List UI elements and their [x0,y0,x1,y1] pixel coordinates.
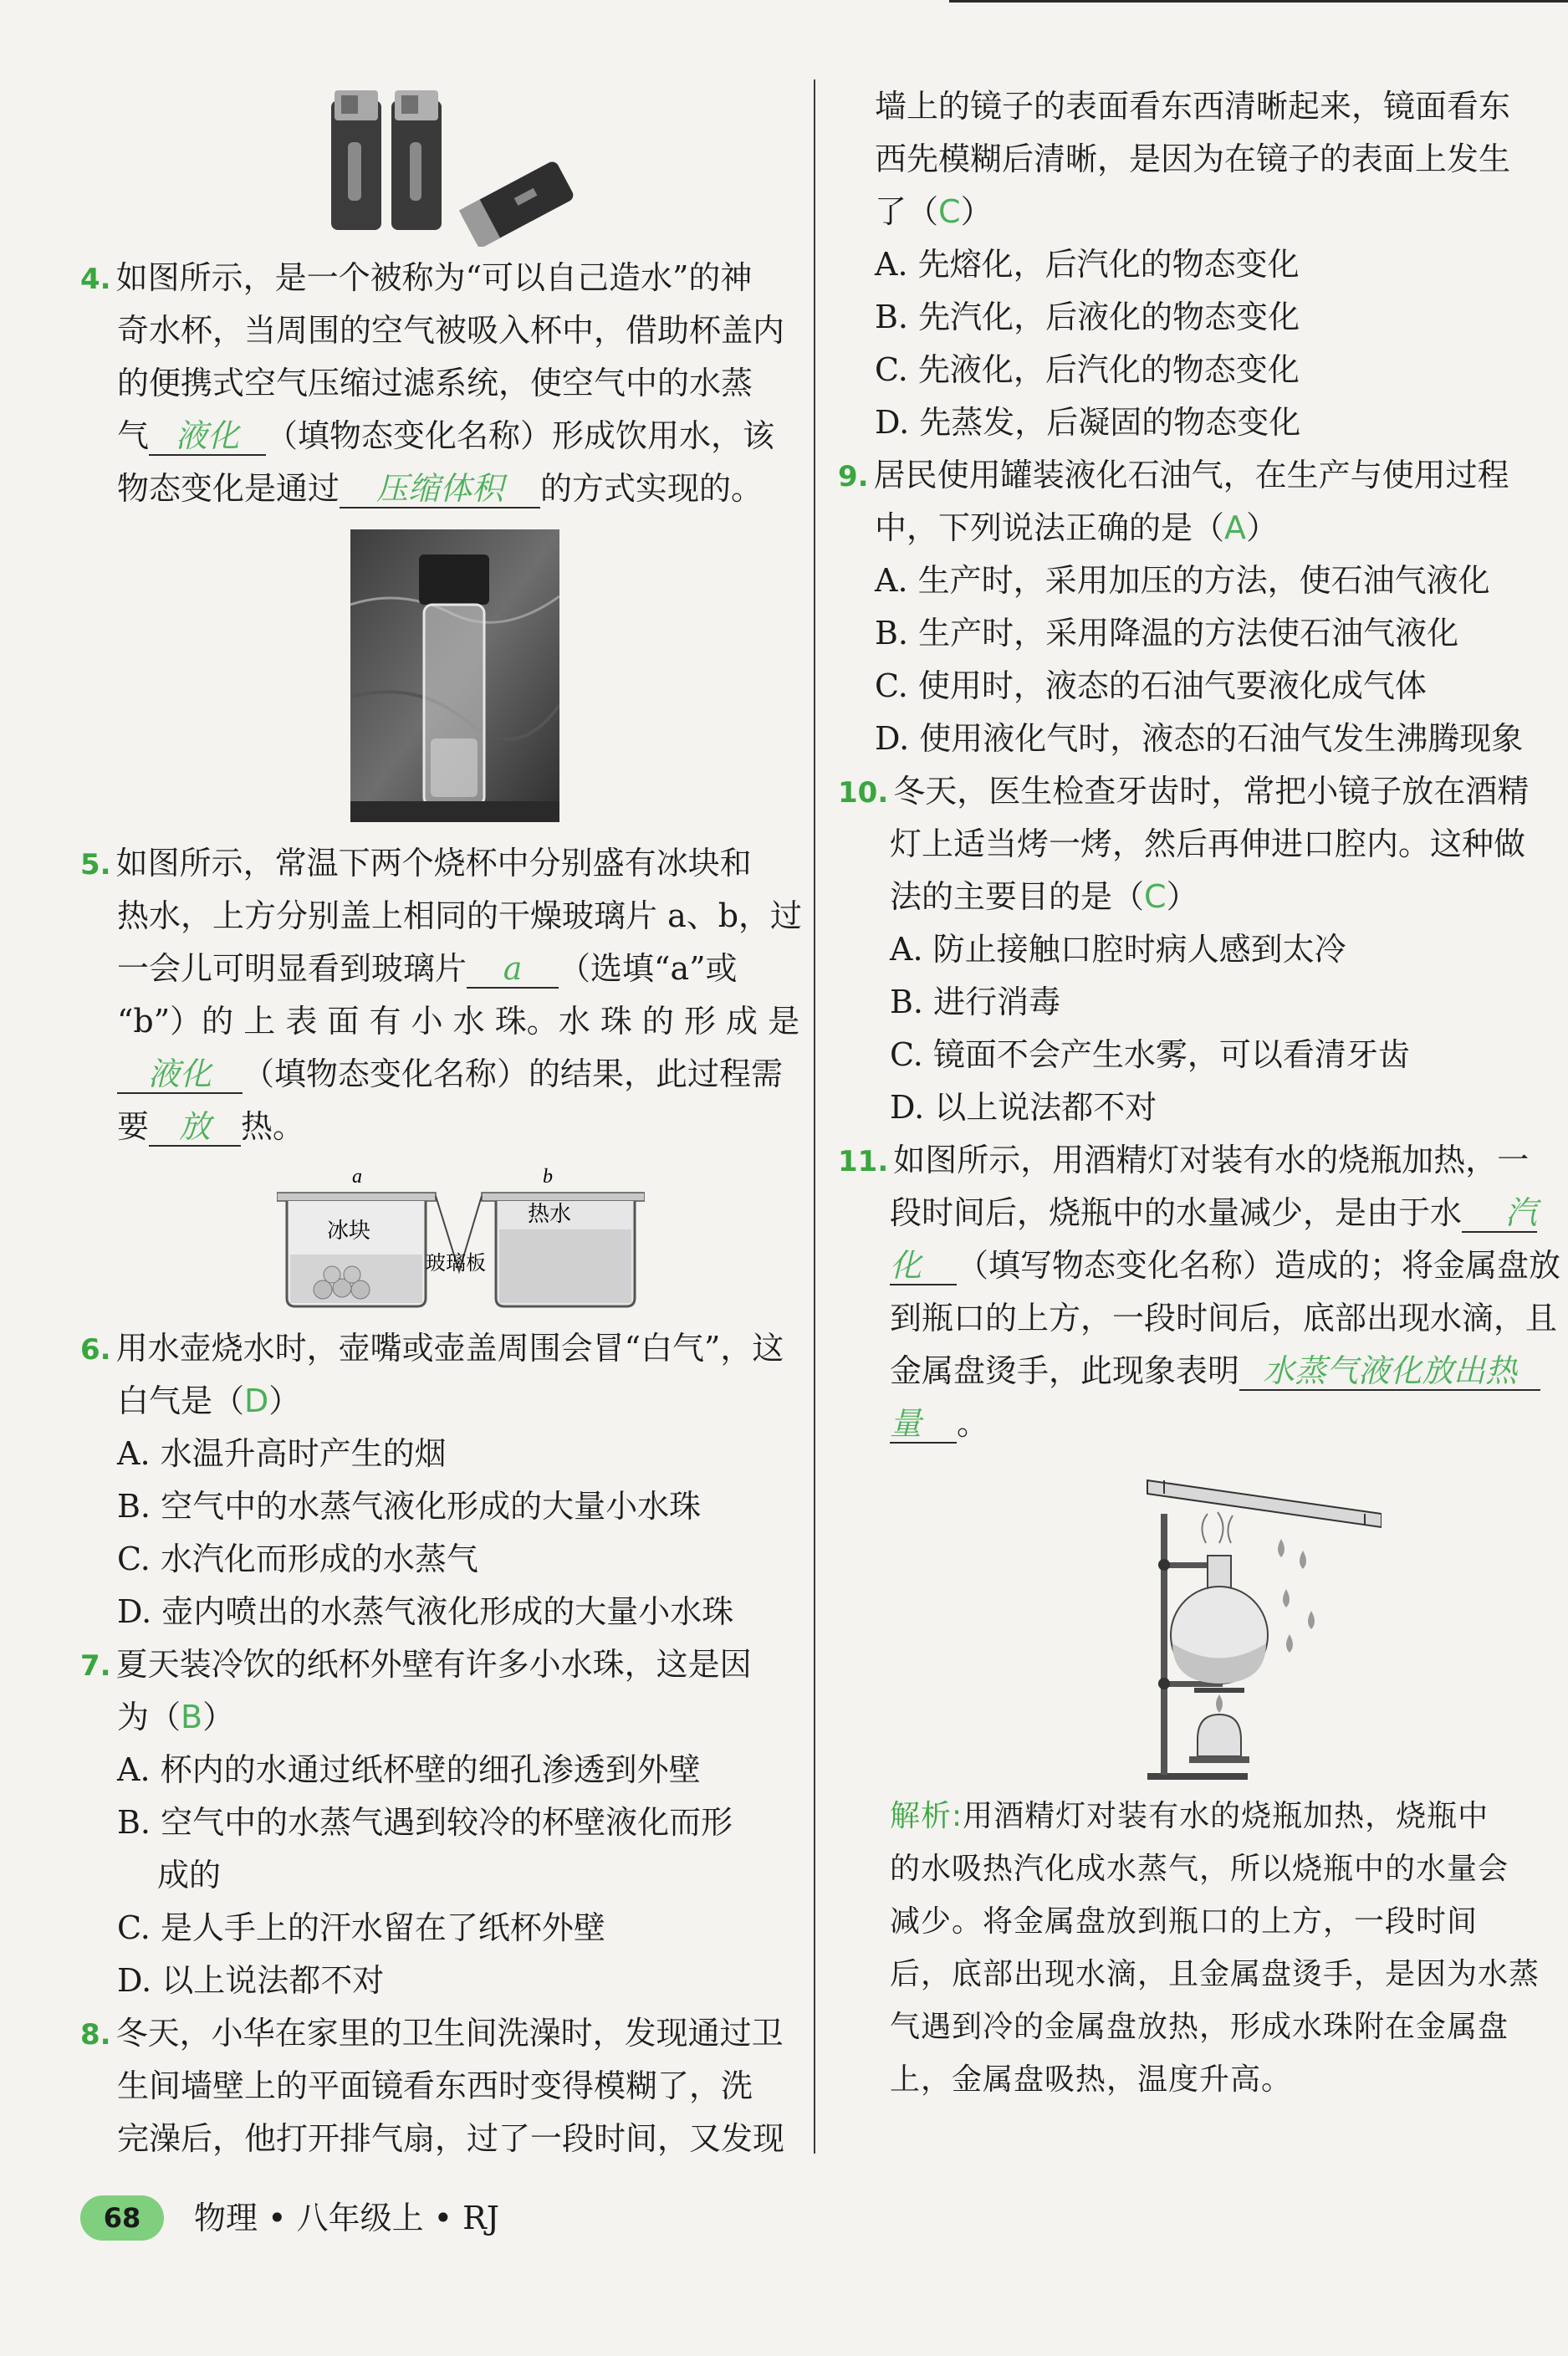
q11-answer-1a: 汽 [1462,1194,1537,1233]
q9-text-2b: ） [1246,509,1279,546]
top-border-line [949,0,1568,3]
q5-answer-3: 放 [149,1108,241,1147]
q8-option-c: C. 先液化，后汽化的物态变化 [875,351,1300,388]
q10-text-1: 冬天，医生检查牙齿时，常把小镜子放在酒精 [893,773,1530,810]
q6-line-2 [117,1378,300,1423]
explanation-line-4: 后，底部出现水滴，且金属盘烫手，是因为水蒸 [890,1957,1540,1991]
q8-option-b: B. 先汽化，后液化的物态变化 [875,299,1300,335]
q11-text-1: 如图所示，用酒精灯对装有水的烧瓶加热，一 [893,1142,1530,1178]
page-number-badge: 68 [80,2195,164,2241]
q7-option-b-2: 成的 [157,1857,222,1893]
q11-line-6 [890,1401,988,1446]
q8-line-2: 生间墙壁上的平面镜看东西时变得模糊了，洗 [117,2067,753,2104]
q5-number: 5. [80,848,111,882]
q10-text-3b: ） [1166,878,1198,915]
q11-answer-1b: 化 [890,1247,957,1285]
q6-option-c: C. 水汽化而形成的水蒸气 [117,1541,478,1577]
q7-option-b-1: B. 空气中的水蒸气遇到较冷的杯壁液化而形 [117,1804,733,1841]
q9-line-1 [838,452,1509,499]
q5-line-5 [117,1051,783,1096]
explanation-label: 解析: [890,1799,963,1833]
q4-text-5a: 物态变化是通过 [117,470,340,507]
q7-option-d: D. 以上说法都不对 [117,1962,385,1999]
q4-answer-2: 压缩体积 [340,470,540,509]
q5-answer-2: 液化 [117,1055,243,1094]
q4-text-1: 如图所示，是一个被称为“可以自己造水”的神 [115,259,753,296]
q8-line-1 [80,2011,784,2057]
q5-text-3b: （选填“a”或 [559,950,738,987]
q4-text-4a: 气 [117,417,150,454]
explanation-line-5: 气遇到冷的金属盘放热，形成水珠附在金属盘 [890,2010,1509,2044]
q9-option-a: A. 生产时，采用加压的方法，使石油气液化 [875,562,1490,599]
q4-answer-1: 液化 [149,417,266,456]
q6-option-d: D. 壶内喷出的水蒸气液化形成的大量小水珠 [117,1593,734,1630]
q11-line-1 [838,1137,1529,1184]
q5-line-2: 热水，上方分别盖上相同的干燥玻璃片 a、b，过 [117,897,803,934]
q5-text-6a: 要 [117,1108,150,1145]
column-divider [814,79,815,2154]
q4-text-4b: （填物态变化名称）形成饮用水，该 [266,417,775,454]
q5-answer-1: a [467,950,559,989]
q10-option-a: A. 防止接触口腔时病人感到太冷 [890,931,1346,968]
q7-text-2a: 为（ [117,1699,181,1735]
q7-number: 7. [80,1649,111,1683]
q4-line-3: 的便携式空气压缩过滤系统，使空气中的水蒸 [117,365,753,401]
q9-option-b: B. 生产时，采用降温的方法使石油气液化 [875,615,1459,652]
explanation-line-6: 上，金属盘吸热，温度升高。 [890,2062,1293,2097]
q4-line-4 [117,413,774,458]
q10-text-3a: 法的主要目的是（ [890,878,1145,915]
q8-text-1: 冬天，小华在家里的卫生间洗澡时，发现通过卫 [115,2015,784,2052]
q5-line-4: “b”）的 上 表 面 有 小 水 珠。水 珠 的 形 成 是 [117,1003,800,1040]
q7-text-2b: ） [202,1699,235,1735]
q11-answer-2a: 水蒸气液化放出热 [1239,1352,1540,1391]
lighters-figure [323,84,590,247]
q10-line-1 [838,769,1529,815]
q8-line-4: 墙上的镜子的表面看东西清晰起来，镜面看东 [875,88,1511,125]
q8-text-6a: 了（ [875,193,939,230]
fig-label-b: b [543,1166,553,1188]
q6-option-b: B. 空气中的水蒸气液化形成的大量小水珠 [117,1488,702,1525]
q10-option-c: C. 镜面不会产生水雾，可以看清牙齿 [890,1036,1410,1073]
q10-number: 10. [838,776,889,810]
q11-text-6b: 。 [957,1405,989,1442]
explanation-line-3: 减少。将金属盘放到瓶口的上方，一段时间 [890,1904,1479,1939]
q10-option-b: B. 进行消毒 [890,984,1061,1020]
q8-option-a: A. 先熔化，后汽化的物态变化 [875,246,1300,283]
q5-line-3 [117,946,738,991]
explanation-text-1: 用酒精灯对装有水的烧瓶加热，烧瓶中 [963,1799,1489,1833]
q8-line-3: 完澡后，他打开排气扇，过了一段时间，又发现 [117,2120,785,2157]
q11-number: 11. [838,1145,889,1178]
q8-text-6b: ） [960,193,993,230]
q11-answer-2b: 量 [890,1405,957,1444]
water-cup-photo [350,529,559,822]
q11-text-2a: 段时间后，烧瓶中的水量减少，是由于水 [890,1194,1463,1231]
q6-text-1: 用水壶烧水时，壶嘴或壶盖周围会冒“白气”，这 [115,1330,784,1367]
beakers-figure [277,1163,645,1313]
q9-option-d: D. 使用液化气时，液态的石油气发生沸腾现象 [875,720,1524,757]
q9-answer: A [1224,509,1247,546]
q11-text-3b: （填写物态变化名称）造成的；将金属盘放 [957,1247,1561,1284]
flask-apparatus-figure [1114,1464,1382,1781]
q8-option-d: D. 先蒸发，后凝固的物态变化 [875,404,1301,441]
q4-line-1 [80,255,752,302]
q8-line-5: 西先模糊后清晰，是因为在镜子的表面上发生 [875,141,1511,177]
q6-text-2a: 白气是（ [117,1382,245,1419]
q11-line-4: 到瓶口的上方，一段时间后，底部出现水滴，且 [890,1300,1558,1336]
fig-hot-label: 热水 [528,1202,572,1227]
q7-line-2 [117,1694,234,1740]
fig-label-a: a [352,1166,362,1188]
q9-number: 9. [838,460,869,493]
q11-line-5 [890,1348,1540,1393]
q6-line-1 [80,1326,784,1372]
q7-answer: B [181,1699,203,1735]
explanation-line-2: 的水吸热汽化成水蒸气，所以烧瓶中的水量会 [890,1852,1509,1886]
q6-number: 6. [80,1333,111,1367]
q10-line-3 [890,874,1198,919]
q9-text-1: 居民使用罐装液化石油气，在生产与使用过程 [873,457,1509,493]
q10-option-d: D. 以上说法都不对 [890,1089,1157,1126]
q11-line-2 [890,1190,1537,1235]
q8-line-6 [875,189,993,234]
q11-line-3 [890,1243,1560,1288]
q10-answer: C [1144,878,1167,915]
footer-book-title: 物理 • 八年级上 • RJ [194,2200,499,2236]
explanation-line-1 [890,1794,1489,1839]
fig-ice-label: 冰块 [327,1219,371,1244]
q8-number: 8. [80,2018,111,2052]
q9-line-2 [875,505,1278,550]
q9-option-c: C. 使用时，液态的石油气要液化成气体 [875,667,1427,704]
q7-option-c: C. 是人手上的汗水留在了纸杯外壁 [117,1909,605,1946]
q4-text-5b: 的方式实现的。 [540,470,764,507]
q5-text-5b: （填物态变化名称）的结果，此过程需 [243,1055,784,1092]
q7-option-a: A. 杯内的水通过纸杯壁的细孔渗透到外壁 [117,1751,701,1788]
q7-line-1 [80,1642,752,1689]
q8-answer: C [938,193,961,230]
q4-number: 4. [80,263,111,296]
q5-text-6b: 热。 [241,1108,305,1145]
fig-glass-label: 玻璃板 [426,1251,486,1275]
q4-line-2: 奇水杯，当周围的空气被吸入杯中，借助杯盖内 [117,312,785,349]
q4-line-5 [117,466,763,511]
q10-line-2: 灯上适当烤一烤，然后再伸进口腔内。这种做 [890,825,1526,862]
q11-text-5a: 金属盘烫手，此现象表明 [890,1352,1240,1389]
q5-line-1 [80,841,752,887]
q6-text-2b: ） [268,1382,301,1419]
q6-answer: D [244,1382,269,1419]
q7-text-1: 夏天装冷饮的纸杯外壁有许多小水珠，这是因 [115,1646,752,1683]
q5-text-3a: 一会儿可明显看到玻璃片 [117,950,467,987]
q5-line-6 [117,1104,304,1149]
q5-text-1: 如图所示，常温下两个烧杯中分别盛有冰块和 [115,845,752,882]
q9-text-2a: 中，下列说法正确的是（ [875,509,1225,546]
q6-option-a: A. 水温升高时产生的烟 [117,1435,447,1472]
